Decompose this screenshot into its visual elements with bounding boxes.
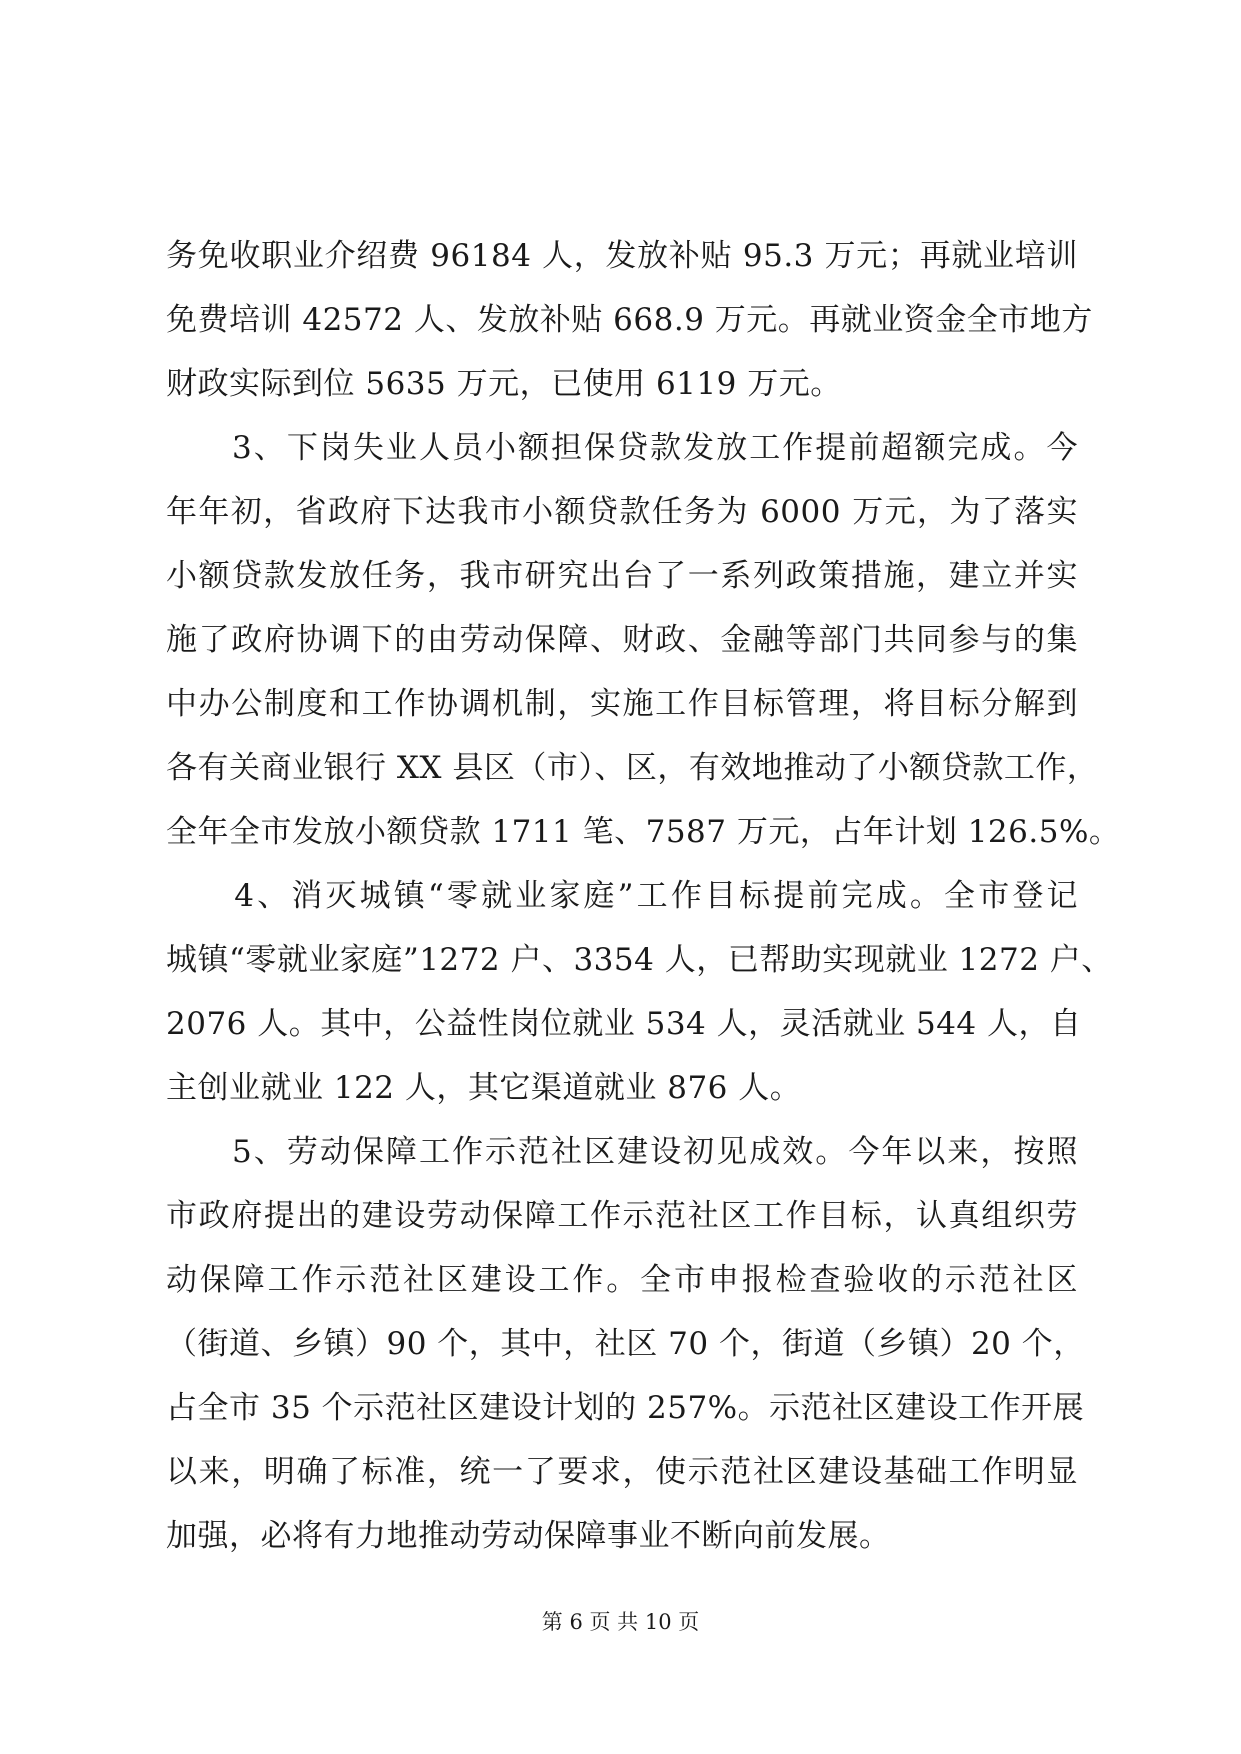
- text-line: 年年初，省政府下达我市小额贷款任务为 6000 万元，为了落实: [166, 494, 1078, 530]
- text-line: 占全市 35 个示范社区建设计划的 257%。示范社区建设工作开展: [166, 1390, 1085, 1426]
- text-line: 全年全市发放小额贷款 1711 笔、7587 万元，占年计划 126.5%。: [166, 814, 1121, 850]
- text-line: 市政府提出的建设劳动保障工作示范社区工作目标，认真组织劳: [166, 1198, 1078, 1234]
- text-line: 免费培训 42572 人、发放补贴 668.9 万元。再就业资金全市地方: [166, 302, 1093, 338]
- text-line: 务免收职业介绍费 96184 人，发放补贴 95.3 万元；再就业培训: [166, 238, 1078, 274]
- text-line: 主创业就业 122 人，其它渠道就业 876 人。: [166, 1070, 802, 1106]
- page-footer: 第 6 页 共 10 页: [541, 1610, 700, 1634]
- body-text: [166, 224, 1121, 1568]
- text-line: 小额贷款发放任务，我市研究出台了一系列政策措施，建立并实: [166, 558, 1078, 594]
- text-line: 以来，明确了标准，统一了要求，使示范社区建设基础工作明显: [166, 1454, 1078, 1490]
- text-line: （街道、乡镇）90 个，其中，社区 70 个，街道（乡镇）20 个，: [166, 1326, 1085, 1362]
- text-line: 施了政府协调下的由劳动保障、财政、金融等部门共同参与的集: [166, 622, 1078, 658]
- text-line: 加强，必将有力地推动劳动保障事业不断向前发展。: [166, 1518, 891, 1554]
- text-line: 2076 人。其中，公益性岗位就业 534 人，灵活就业 544 人，自: [166, 1006, 1082, 1042]
- text-line: 动保障工作示范社区建设工作。全市申报检查验收的示范社区: [166, 1262, 1078, 1298]
- text-line: 5、劳动保障工作示范社区建设初见成效。今年以来，按照: [166, 1134, 1078, 1170]
- text-line: 财政实际到位 5635 万元，已使用 6119 万元。: [166, 366, 842, 402]
- text-line: 3、下岗失业人员小额担保贷款发放工作提前超额完成。今: [166, 430, 1078, 466]
- text-line: 各有关商业银行 XX 县区（市）、区，有效地推动了小额贷款工作，: [166, 750, 1099, 786]
- text-line: 4、消灭城镇“零就业家庭”工作目标提前完成。全市登记: [166, 878, 1078, 914]
- text-line: 中办公制度和工作协调机制，实施工作目标管理，将目标分解到: [166, 686, 1078, 722]
- text-line: 城镇“零就业家庭”1272 户、3354 人，已帮助实现就业 1272 户、: [166, 942, 1113, 978]
